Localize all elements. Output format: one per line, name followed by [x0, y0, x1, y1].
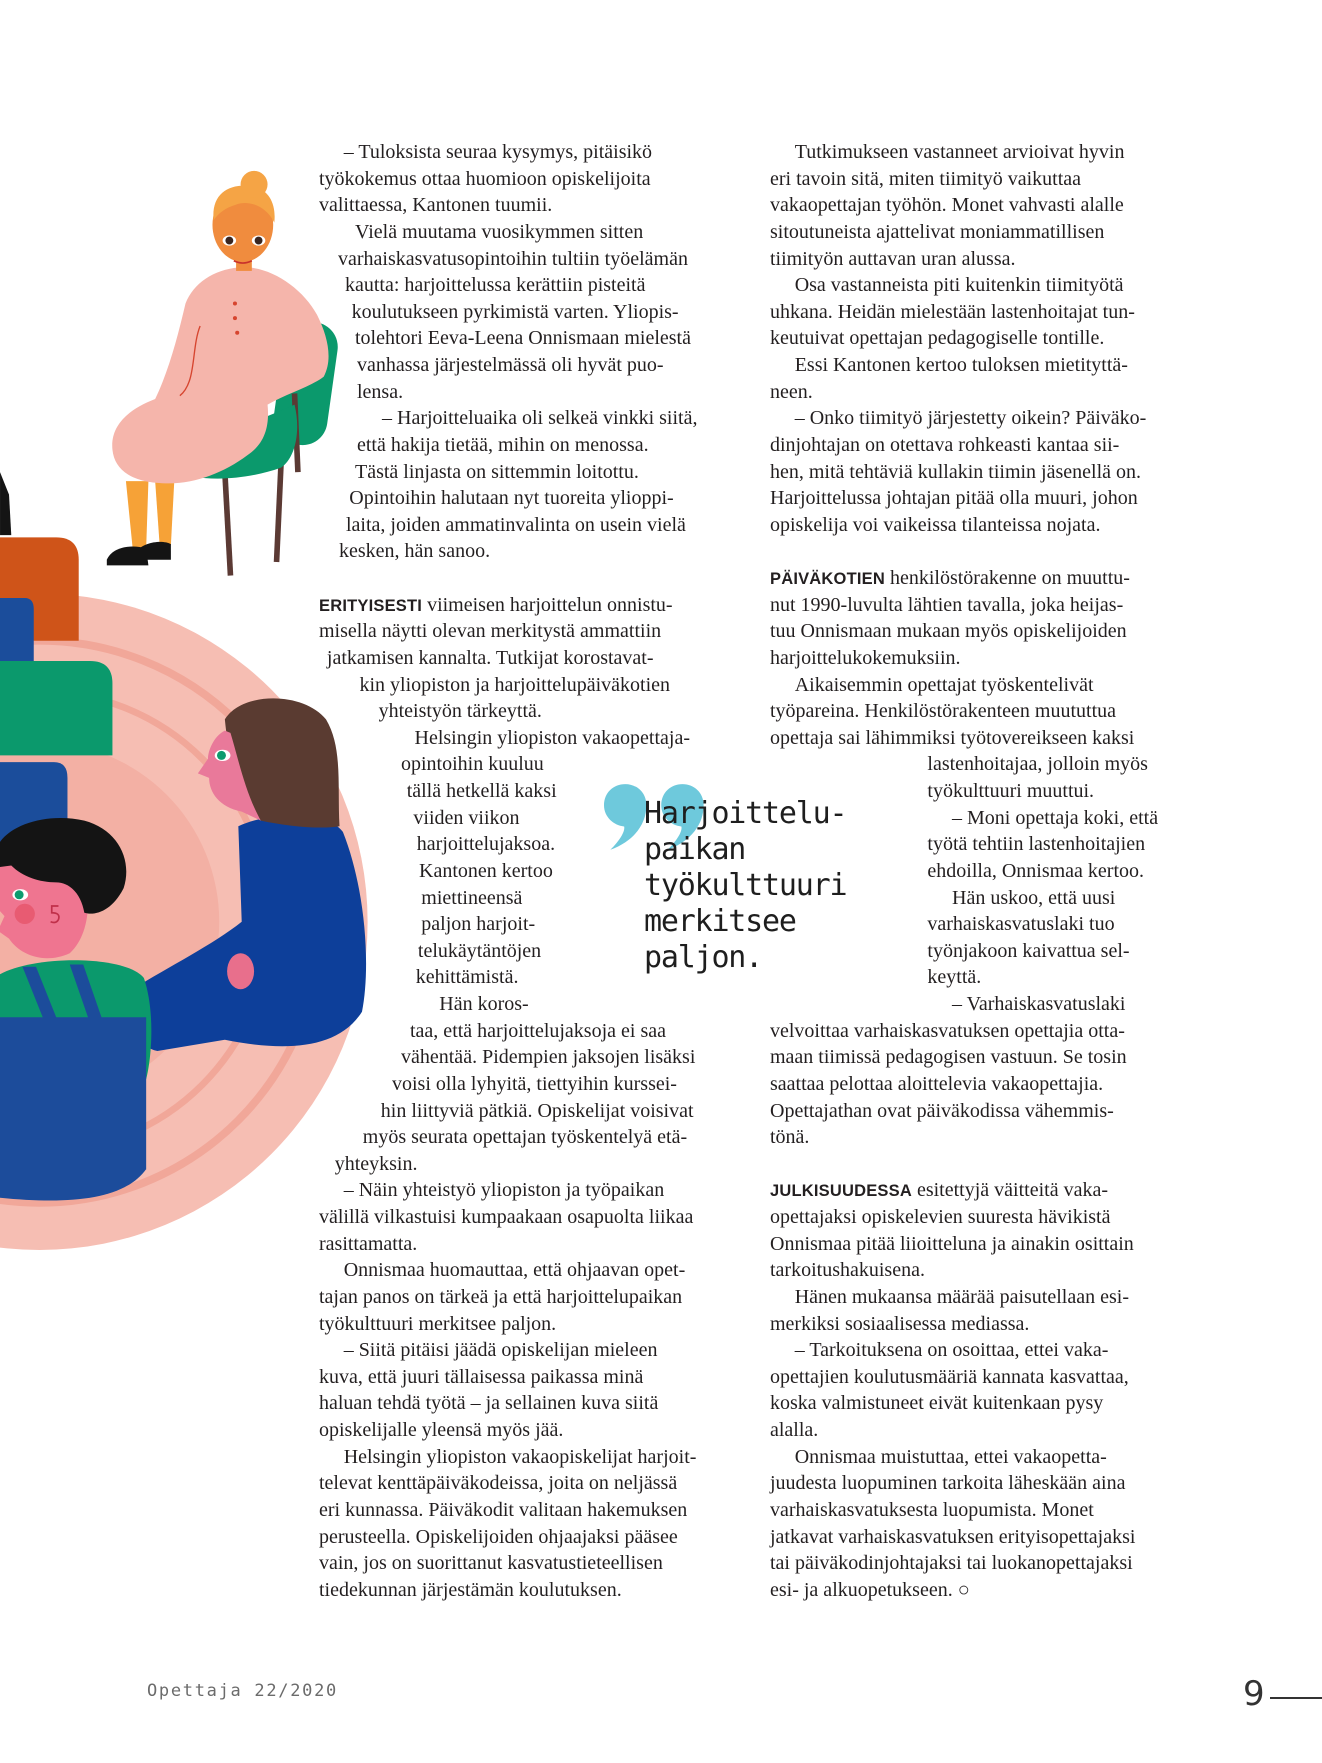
pull-quote-line: merkitsee [644, 904, 796, 939]
text-line: maan tiimissä pedagogisen vastuun. Se tosin [770, 1046, 1127, 1069]
text-line: keyttä. [927, 966, 982, 989]
text-line: keutuivat opettajan pedagogiselle tontille. [770, 327, 1105, 350]
text-line: uhkana. Heidän mielestään lastenhoitajat tun- [770, 300, 1135, 323]
text-line: Hän uskoo, että uusi [952, 886, 1116, 909]
pull-quote [644, 796, 846, 976]
text-line: tiimityön auttavan uran alussa. [770, 247, 1016, 270]
text-line: harjoittelujaksoa. [416, 833, 556, 856]
text-line: opettaja sai lähimmiksi työtovereikseen kaksi [770, 726, 1135, 749]
text-line: alalla. [770, 1419, 819, 1441]
text-line: vanhassa järjestelmässä oli hyvät puo- [357, 354, 664, 376]
text-line: varhaiskasvatusopintoihin tultiin työelämän [338, 247, 688, 270]
line-text: henkilöstörakenne on muuttu- [884, 567, 1130, 589]
text-line: Opintoihin halutaan nyt tuoreita ylioppi- [349, 487, 674, 510]
text-line: vakaopettajan työhön. Monet vahvasti alalle [770, 194, 1124, 217]
text-line: tiedekunnan järjestämän koulutuksen. [319, 1578, 622, 1601]
text-line: lastenhoitajaa, jolloin myös [927, 753, 1148, 776]
text-line: taa, että harjoittelujaksoja ei saa [410, 1019, 666, 1042]
text-line: Onnismaa muistuttaa, ettei vakaopetta- [794, 1445, 1107, 1468]
pull-quote-line: paikan [644, 832, 746, 867]
text-line: neen. [770, 380, 813, 403]
text-line: Kantonen kertoo [419, 859, 553, 882]
text-line: voisi olla lyhyitä, tiettyihin kurssei- [392, 1072, 677, 1095]
text-line: vain, jos on suorittanut kasvatustieteellisen [319, 1552, 663, 1575]
text-line: nut 1990-luvulta lähtien tavalla, joka heijas- [770, 593, 1124, 616]
text-line: työkulttuuri muuttui. [927, 780, 1095, 802]
run-in-heading: PÄIVÄKOTIEN [770, 570, 885, 588]
text-line: Osa vastanneista piti kuitenkin tiimityötä [794, 274, 1124, 297]
text-line: saattaa pelottaa aloittelevia vakaopettajia. [770, 1072, 1104, 1095]
text-line: jatkavat varhaiskasvatuksen erityisopettajaksi [770, 1525, 1136, 1548]
blank-line [770, 1151, 1158, 1178]
text-line: Hän koros- [439, 993, 529, 1015]
blank-line [319, 565, 697, 592]
text-line: merkiksi sosiaalisessa mediassa. [770, 1312, 1030, 1335]
text-line: vähentää. Pidempien jaksojen lisäksi [401, 1046, 696, 1069]
page-number-rule [1270, 1697, 1322, 1699]
text-line: laita, joiden ammatinvalinta on usein vielä [346, 513, 686, 536]
text-line: Essi Kantonen kertoo tuloksen mietityttä- [794, 354, 1128, 376]
text-line: tarkoitushakuisena. [770, 1259, 925, 1282]
text-line: – Onko tiimityö järjestetty oikein? Päiväko- [794, 407, 1147, 430]
text-line: – Tarkoituksena on osoittaa, ettei vaka- [794, 1339, 1109, 1362]
text-line: eri kunnassa. Päiväkodit valitaan hakemuksen [319, 1498, 688, 1521]
text-line: hen, mitä tehtäviä kullakin tiimin jäsenellä on. [770, 460, 1142, 483]
text-line: haluan tehdä työtä – ja sellainen kuva siitä [319, 1392, 659, 1415]
pull-quote-line: työkulttuuri [644, 868, 847, 903]
text-line: opettajaksi opiskelevien suuresta hävikistä [770, 1206, 1111, 1228]
text-line: sitoutuneista ajattelivat moniammatillisen [770, 220, 1105, 243]
text-line: – Harjoitteluaika oli selkeä vinkki siitä, [382, 407, 698, 430]
pull-quote-line: paljon. [644, 940, 763, 975]
page-number: 9 [1243, 1674, 1265, 1714]
text-line: Tästä linjasta on sittemmin loitottu. [355, 460, 639, 483]
text-line: tuu Onnismaan mukaan myös opiskelijoiden [770, 620, 1127, 643]
text-line: työpareina. Henkilöstörakenteen muututtua [770, 700, 1117, 723]
text-line: velvoittaa varhaiskasvatuksen opettajia otta- [770, 1019, 1125, 1042]
text-line: tajan panos on tärkeä ja että harjoittelupaikan [319, 1285, 683, 1308]
text-line: opintoihin kuuluu [401, 753, 544, 776]
text-line: ehdoilla, Onnismaa kertoo. [927, 859, 1145, 882]
text-line: Hänen mukaansa määrää paisutellaan esi- [794, 1285, 1129, 1308]
text-line: misella näytti olevan merkitystä ammattiin [319, 620, 662, 643]
text-line: – Varhaiskasvatuslaki [952, 993, 1126, 1015]
text-line: yhteistyön tärkeyttä. [378, 700, 542, 723]
text-line: välillä vilkastuisi kumpaakaan osapuolta liikaa [319, 1206, 694, 1228]
text-line: tai päiväkodinjohtajaksi tai luokanopettajaksi [770, 1552, 1133, 1575]
text-line: Helsingin yliopiston vakaopettaja- [414, 726, 690, 749]
text-line: Aikaisemmin opettajat työskentelivät [794, 673, 1094, 696]
text-line: työkokemus ottaa huomioon opiskelijoita [319, 167, 651, 190]
text-line: työnjakoon kaivattua sel- [927, 939, 1130, 962]
text-line: Vielä muutama vuosikymmen sitten [355, 220, 644, 243]
text-line: varhaiskasvatuksesta luopumista. Monet [770, 1498, 1094, 1521]
text-line: myös seurata opettajan työskentelyä etä- [362, 1126, 688, 1149]
run-in-heading: ERITYISESTI [319, 596, 423, 615]
text-line: tällä hetkellä kaksi [406, 780, 557, 802]
section-start-line [319, 592, 697, 619]
text-line: työkulttuuri merkitsee paljon. [319, 1312, 557, 1335]
text-line: hin liittyviä pätkiä. Opiskelijat voisivat [380, 1099, 694, 1122]
text-line: – Siitä pitäisi jäädä opiskelijan mieleen [343, 1339, 658, 1362]
text-line: dinjohtajan on otettava rohkeasti kantaa sii- [770, 433, 1120, 456]
left-column [319, 139, 697, 1603]
text-line: eri tavoin sitä, miten tiimityö vaikuttaa [770, 167, 1082, 190]
text-line: jatkamisen kannalta. Tutkijat korostavat- [326, 646, 654, 669]
text-line: harjoittelukokemuksiin. [770, 646, 961, 669]
text-line: Onnismaa huomauttaa, että ohjaavan opet- [343, 1259, 686, 1282]
text-line: koulutukseen pyrkimistä varten. Yliopis- [351, 300, 679, 323]
section-start-line [770, 1177, 1158, 1204]
line-text: viimeisen harjoittelun onnistu- [422, 593, 673, 616]
text-line: kautta: harjoittelussa kerättiin pisteitä [345, 274, 646, 297]
line-text: esitettyjä väitteitä vaka- [911, 1179, 1108, 1202]
text-line: viiden viikon [413, 806, 520, 829]
publication-issue: Opettaja 22/2020 [147, 1681, 338, 1701]
text-line: varhaiskasvatuslaki tuo [927, 913, 1115, 936]
text-line: – Näin yhteistyö yliopiston ja työpaikan [343, 1179, 665, 1202]
text-line: lensa. [357, 380, 404, 403]
text-line: Tutkimukseen vastanneet arvioivat hyvin [794, 141, 1125, 163]
woman-on-chair [107, 171, 341, 576]
text-line: työtä tehtiin lastenhoitajien [927, 833, 1146, 856]
text-line: esi- ja alkuopetukseen. ○ [770, 1578, 970, 1601]
text-line: valittaessa, Kantonen tuumii. [319, 194, 553, 217]
text-line: Harjoittelussa johtajan pitää olla muuri, johon [770, 487, 1138, 510]
text-line: rasittamatta. [319, 1232, 418, 1255]
text-line: opiskelija voi vaikeissa tilanteissa nojata. [770, 513, 1101, 536]
text-line: kesken, hän sanoo. [339, 540, 491, 563]
text-line: juudesta luopuminen tarkoita läheskään aina [770, 1472, 1126, 1495]
text-line: tönä. [770, 1126, 810, 1149]
text-line: koska valmistuneet eivät kuitenkaan pysy [770, 1392, 1104, 1415]
quote-mark-left [604, 784, 646, 850]
text-line: – Tuloksista seuraa kysymys, pitäisikö [343, 141, 653, 163]
text-line: Onnismaa pitää liioitteluna ja ainakin osittain [770, 1232, 1134, 1255]
text-line: opiskelijalle yleensä myös jää. [319, 1419, 564, 1441]
text-line: perusteella. Opiskelijoiden ohjaajaksi pääsee [319, 1525, 678, 1548]
text-line: kin yliopiston ja harjoittelupäiväkotien [359, 673, 670, 696]
section-start-line [770, 565, 1158, 592]
text-line: telukäytäntöjen [417, 939, 542, 962]
text-line: kehittämistä. [415, 966, 519, 989]
text-line: että hakija tietää, mihin on menossa. [357, 433, 649, 456]
text-line: miettineensä [421, 886, 523, 909]
blank-line [770, 538, 1158, 565]
run-in-heading: JULKISUUDESSA [770, 1182, 912, 1201]
text-line: – Moni opettaja koki, että [952, 806, 1159, 829]
text-line: tolehtori Eeva-Leena Onnismaan mielestä [355, 327, 691, 350]
text-line: televat kenttäpäiväkodeissa, joita on neljässä [319, 1472, 678, 1495]
text-line: Opettajathan ovat päiväkodissa vähemmis- [770, 1099, 1114, 1122]
pull-quote-line: Harjoittelu- [644, 796, 847, 831]
text-line: yhteyksin. [334, 1152, 418, 1175]
text-line: paljon harjoit- [421, 913, 536, 936]
text-line: opettajien koulutusmääriä kannata kasvattaa, [770, 1365, 1129, 1388]
text-line: Helsingin yliopiston vakaopiskelijat harjoit- [343, 1445, 697, 1468]
text-line: kuva, että juuri tällaisessa paikassa minä [319, 1365, 644, 1388]
